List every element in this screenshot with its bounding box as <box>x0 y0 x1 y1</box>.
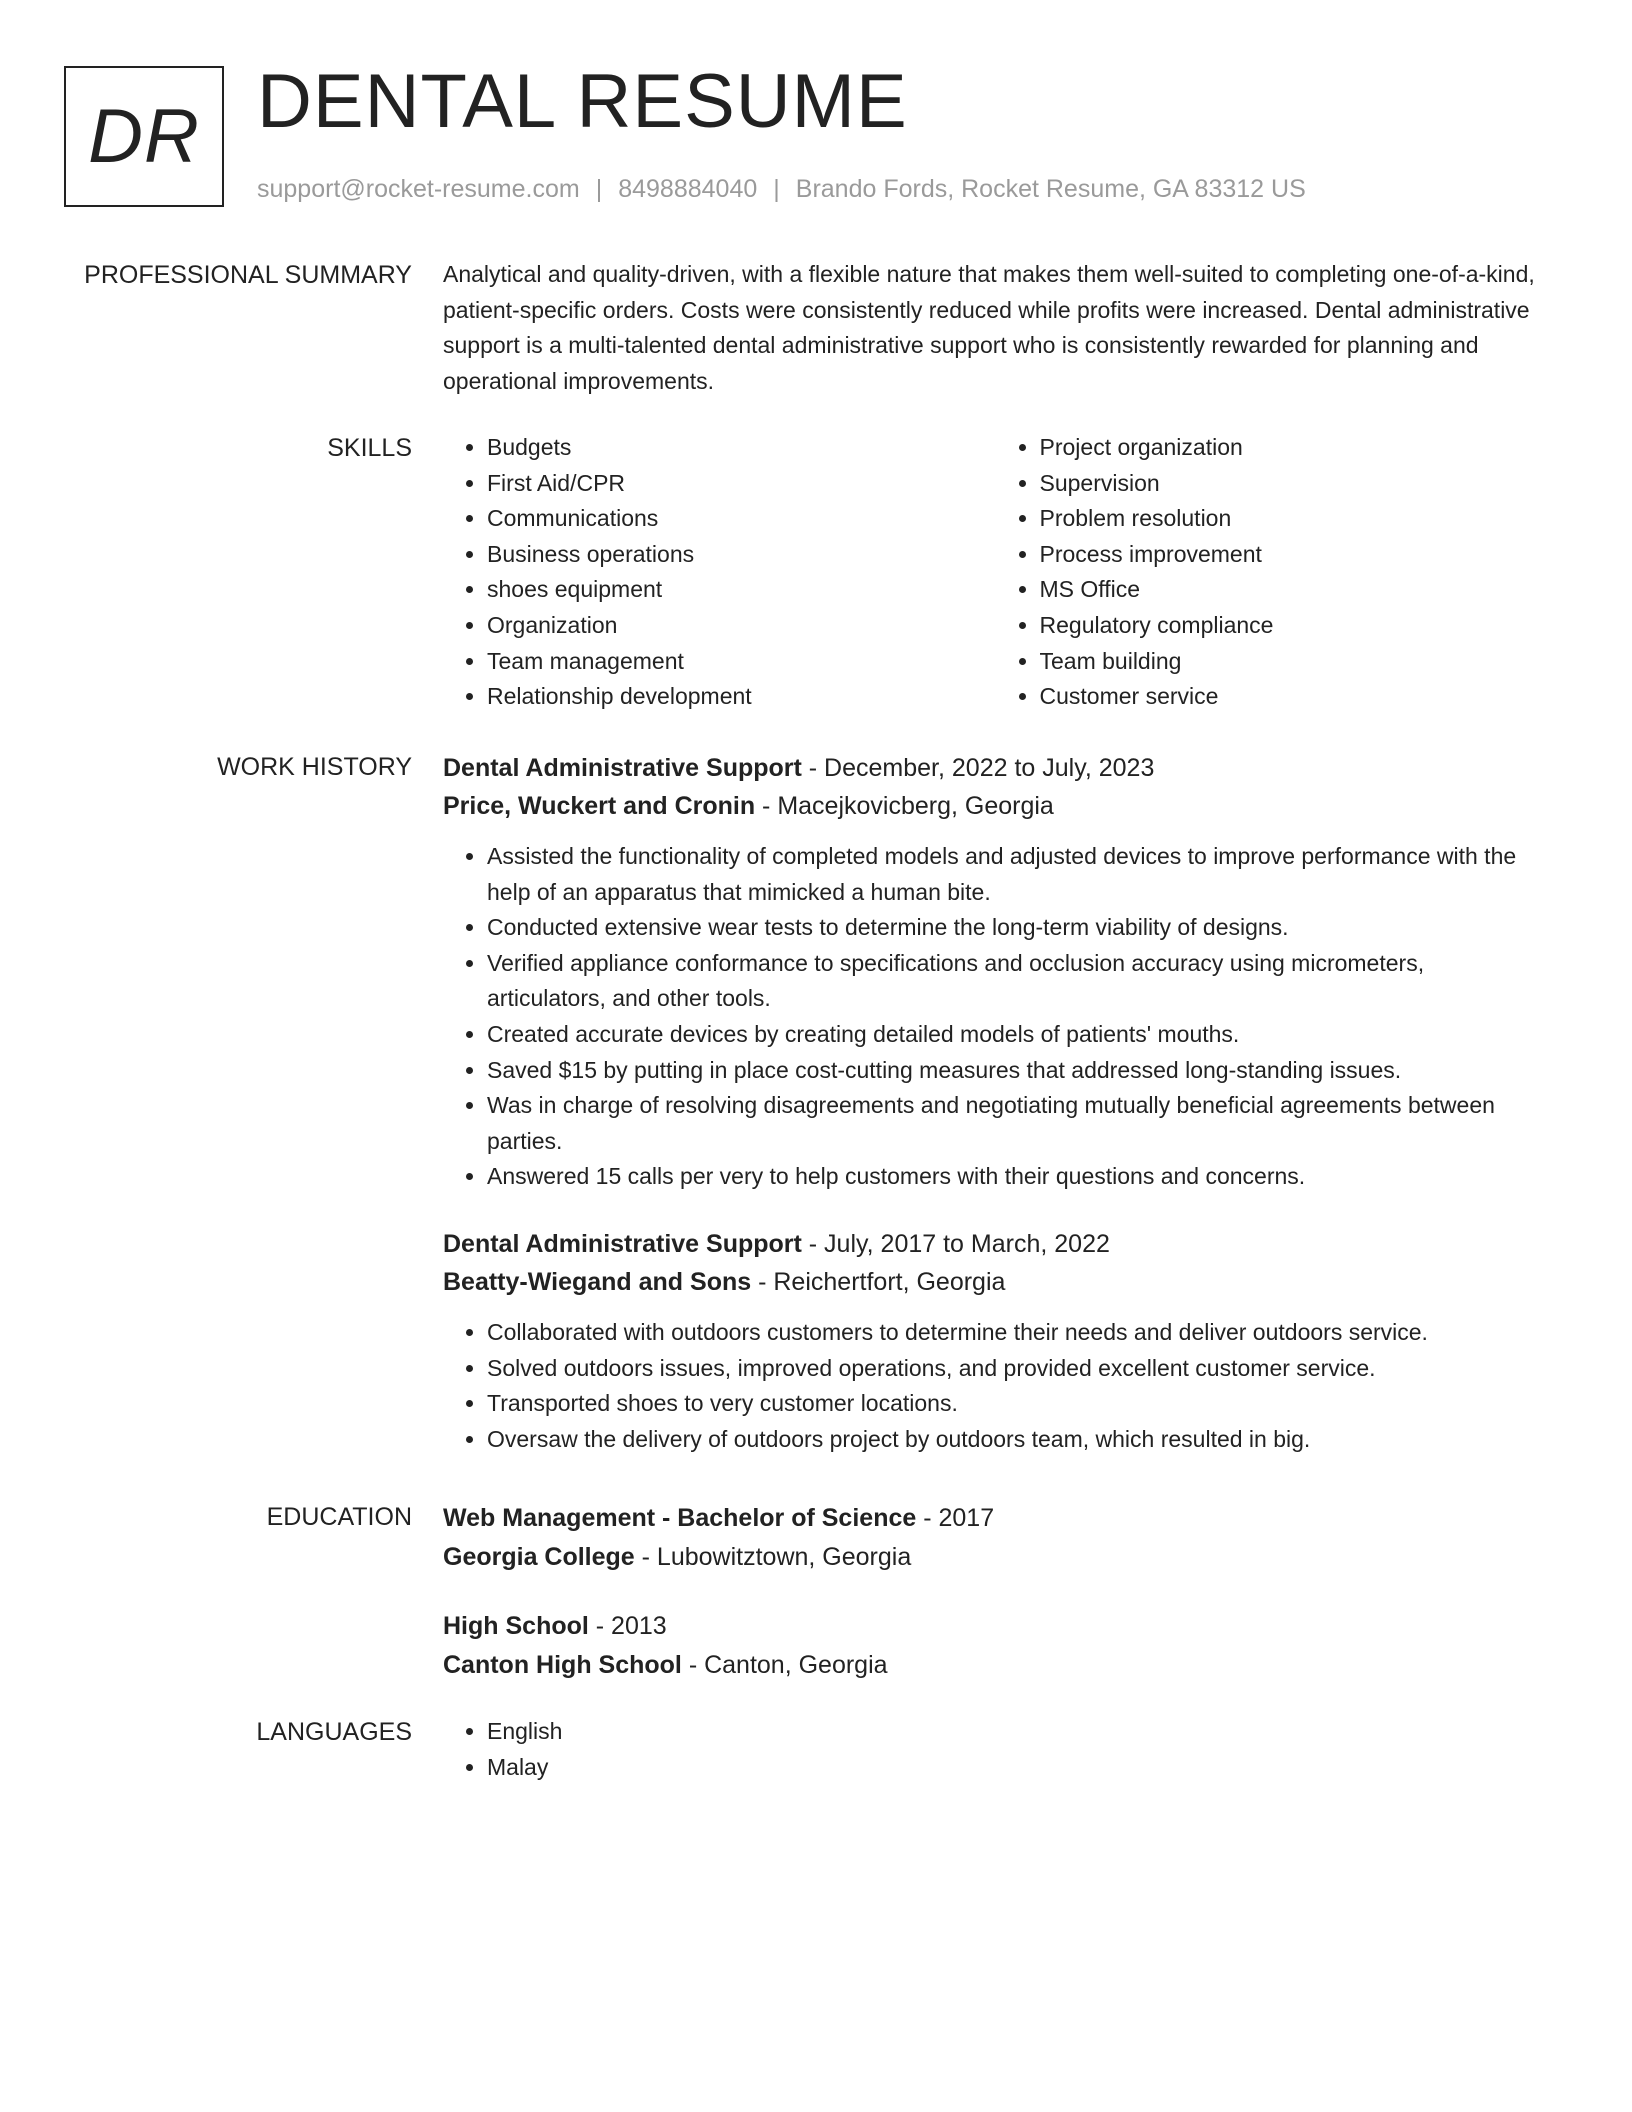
job-company-line <box>443 787 1548 825</box>
skills-body <box>443 430 1548 715</box>
skill-item: • Budgets <box>487 430 996 466</box>
job-dates: - December, 2022 to July, 2023 <box>801 754 1155 782</box>
resume-title: DENTAL RESUME <box>257 59 908 144</box>
education-location: - Canton, Georgia <box>681 1651 888 1679</box>
job-bullet: • Transported shoes to very customer locations. <box>487 1386 1548 1422</box>
job-bullet: • Verified appliance conformance to specifications and occlusion accuracy using micrometers, articulators, and other tools. <box>487 946 1548 1017</box>
job-company: Beatty-Wiegand and Sons <box>443 1267 752 1296</box>
contact-line <box>257 171 1306 207</box>
section-label-work: WORK HISTORY <box>217 753 412 781</box>
job-location: - Macejkovicberg, Georgia <box>755 792 1054 820</box>
job-title: Dental Administrative Support <box>443 1229 802 1258</box>
skills-columns <box>443 430 1548 715</box>
job-title: Dental Administrative Support <box>443 754 802 782</box>
education-school: Canton High School <box>443 1651 682 1679</box>
job-entry <box>443 749 1548 1195</box>
contact-email: support@rocket-resume.com <box>257 175 580 203</box>
skill-item: • Regulatory compliance <box>1040 608 1549 644</box>
education-entry <box>443 1607 1548 1685</box>
education-school-line <box>443 1646 1548 1685</box>
language-item: • Malay <box>487 1750 1548 1786</box>
section-label-skills: SKILLS <box>327 434 412 462</box>
job-bullet: • Answered 15 calls per very to help customers with their questions and concerns. <box>487 1159 1548 1195</box>
skill-item: • Supervision <box>1040 466 1549 502</box>
contact-address: Brando Fords, Rocket Resume, GA 83312 US <box>795 175 1306 203</box>
skill-item: • shoes equipment <box>487 572 996 608</box>
education-degree-line <box>443 1607 1548 1646</box>
job-bullet: • Assisted the functionality of completed models and adjusted devices to improve performance with the help of an apparatus that mimicked a human bite. <box>487 839 1548 910</box>
job-bullets <box>443 1315 1548 1457</box>
job-title-line <box>443 749 1548 787</box>
contact-separator: | <box>773 175 780 203</box>
contact-phone: 8498884040 <box>618 175 758 203</box>
job-entry <box>443 1225 1548 1457</box>
monogram-initials: DR <box>88 94 200 179</box>
contact-separator: | <box>595 175 603 203</box>
language-item: • English <box>487 1714 1548 1750</box>
skill-item: • MS Office <box>1040 572 1549 608</box>
education-location: - Lubowitztown, Georgia <box>634 1543 912 1571</box>
education-year: - 2017 <box>916 1504 995 1532</box>
skill-item: • Team management <box>487 644 996 680</box>
section-label-languages: LANGUAGES <box>256 1718 412 1746</box>
job-bullet: • Collaborated with outdoors customers to determine their needs and deliver outdoors service. <box>487 1315 1548 1351</box>
skill-item: • Communications <box>487 501 996 537</box>
section-label-education: EDUCATION <box>266 1503 412 1531</box>
section-label-summary: PROFESSIONAL SUMMARY <box>84 261 412 289</box>
summary-text: Analytical and quality-driven, with a flexible nature that makes them well-suited to completing one-of-a-kind, patient-specific orders. Costs were consistently reduced while profits were increased. Dental administrative support is a multi-talented dental administrative support who is consistently rewarded for planning and operational improvements. <box>443 261 1535 394</box>
education-body <box>443 1499 1548 1685</box>
education-entry <box>443 1499 1548 1577</box>
job-title-line <box>443 1225 1548 1263</box>
education-degree-line <box>443 1499 1548 1538</box>
skill-item: • Business operations <box>487 537 996 573</box>
job-location: - Reichertfort, Georgia <box>751 1267 1006 1296</box>
job-bullet: • Created accurate devices by creating detailed models of patients' mouths. <box>487 1017 1548 1053</box>
skill-item: • Relationship development <box>487 679 996 715</box>
skill-item: • Problem resolution <box>1040 501 1549 537</box>
languages-list <box>443 1714 1548 1785</box>
skill-item: • Process improvement <box>1040 537 1549 573</box>
job-bullet: • Solved outdoors issues, improved operations, and provided excellent customer service. <box>487 1351 1548 1387</box>
skills-list-left <box>443 430 996 715</box>
summary-body <box>443 257 1548 399</box>
job-bullet: • Saved $15 by putting in place cost-cutting measures that addressed long-standing issues. <box>487 1053 1548 1089</box>
job-bullet: • Conducted extensive wear tests to determine the long-term viability of designs. <box>487 910 1548 946</box>
skill-item: • Organization <box>487 608 996 644</box>
education-degree: High School <box>443 1612 589 1640</box>
education-year: - 2013 <box>588 1612 667 1640</box>
job-company: Price, Wuckert and Cronin <box>443 792 756 820</box>
job-company-line <box>443 1263 1548 1301</box>
monogram-badge <box>64 66 224 207</box>
job-bullet: • Was in charge of resolving disagreements and negotiating mutually beneficial agreements between parties. <box>487 1088 1548 1159</box>
skill-item: • Customer service <box>1040 679 1549 715</box>
skills-list-right <box>996 430 1549 715</box>
education-school: Georgia College <box>443 1543 635 1571</box>
languages-body <box>443 1714 1548 1785</box>
education-degree: Web Management - Bachelor of Science <box>443 1504 917 1532</box>
job-dates: - July, 2017 to March, 2022 <box>801 1229 1110 1258</box>
education-school-line <box>443 1538 1548 1577</box>
work-body <box>443 749 1548 1457</box>
skill-item: • Team building <box>1040 644 1549 680</box>
skill-item: • Project organization <box>1040 430 1549 466</box>
job-bullet: • Oversaw the delivery of outdoors project by outdoors team, which resulted in big. <box>487 1422 1548 1458</box>
skill-item: • First Aid/CPR <box>487 466 996 502</box>
job-bullets <box>443 839 1548 1195</box>
